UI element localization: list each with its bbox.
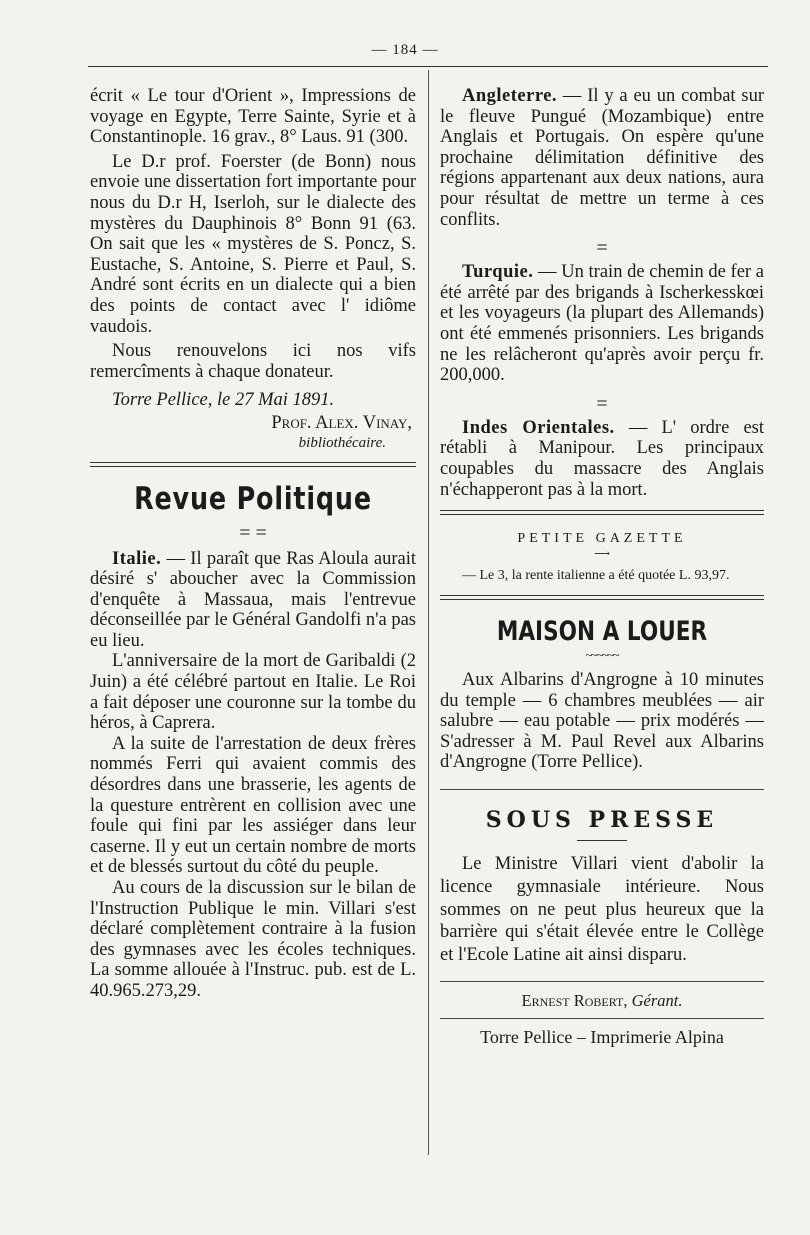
italie-paragraph	[90, 549, 416, 652]
angleterre-text: — Il y a eu un combat sur le fleuve Pungué (Mozambique) entre Anglais et Portugais. On espère qu'une prochaine délimitation définitive des régions appartenant aux deux nations, aura pour résultat de mettre un terme à ces conflits.	[440, 86, 764, 230]
thanks-note: Nous renouvelons ici nos vifs remercîments à chaque donateur.	[90, 341, 416, 382]
place-date: Torre Pellice, le 27 Mai 1891.	[112, 390, 335, 411]
angleterre-paragraph	[440, 86, 764, 230]
section-rule	[90, 462, 416, 467]
gerant-line	[440, 990, 764, 1012]
gerant-title: Gérant.	[631, 991, 683, 1011]
left-column	[90, 86, 416, 1002]
indes-heading: Indes Orientales.	[462, 417, 615, 438]
petite-gazette-title: PETITE GAZETTE	[517, 531, 687, 547]
foerster-notice: Le D.r prof. Foerster (de Bonn) nous envoie une dissertation fort importante pour nous du D.r H, Iserloh, sur le dialecte des mystères du Dauphinois 8° Bonn 91 (63. On sait que les « mystères de S. Poncz, S. Eustache, S. Antoine, S. Pierre et Paul, S. André sont écrits en un dialecte qui a bien des points de contact avec l' idiôme vaudois.	[90, 151, 416, 337]
column-divider	[428, 70, 429, 1155]
ornament: ~~~~~~	[585, 648, 619, 663]
section-rule	[440, 1018, 764, 1019]
signature-title: bibliothécaire.	[298, 434, 386, 451]
turquie-paragraph	[440, 262, 764, 386]
maison-text: Aux Albarins d'Angrogne à 10 minutes du temple — 6 chambres meublées — air salubre — eau potable — prix modérés — S'adresser à M. Paul Revel aux Albarins d'Angrogne (Torre Pellice).	[440, 670, 764, 773]
section-rule	[440, 595, 764, 600]
signature-name: Prof. Alex. Vinay,	[271, 412, 412, 433]
presse-text: Le Ministre Villari vient d'abolir la licence gymnasiale intérieure. Nous sommes on ne peut plus heureux que la barrière qui s'était élevée entre le Collège et l'Ecole Latine ait ainsi disparu.	[440, 854, 764, 966]
book-notice: écrit « Le tour d'Orient », Impressions de voyage en Egypte, Terre Sainte, Syrie et à Constantinople. 16 grav., 8° Laus. 91 (300.	[90, 86, 416, 148]
sous-presse-title: SOUS PRESSE	[485, 807, 719, 834]
turquie-text: — Un train de chemin de fer a été arrêté par des brigands à Ischerkesskœi et les voyageurs (la plupart des Allemands) ont été emmenés prisonniers. Les brigands ne les relâcheront qu'après avoir perçu fr. 200,000.	[440, 262, 764, 386]
ornament: ⟶	[594, 548, 610, 561]
ferri-paragraph: A la suite de l'arrestation de deux frères nommés Ferri qui avaient commis des désordres dans une brasserie, les agents de la questure entrèrent en collision avec une foule qui fini par les assiéger dans leur caserne. Il y eut un certain nombre de morts et de blessés surtout du côté du peuple.	[90, 733, 416, 878]
turquie-heading: Turquie.	[462, 262, 534, 283]
garibaldi-paragraph: L'anniversaire de la mort de Garibaldi (2 Juin) a été célébré partout en Italie. Le Roi a fait déposer une couronne sur la tombe du héros, à Caprera.	[90, 651, 416, 734]
section-rule	[440, 789, 764, 790]
header-rule	[88, 66, 768, 67]
gerant-name: Ernest Robert,	[521, 991, 628, 1011]
villari-paragraph: Au cours de la discussion sur le bilan de l'Instruction Publique le min. Villari s'est déclaré complètement contraire à la fusion des gymnases avec les écoles techniques. La somme allouée à l'Instruc. pub. est de L. 40.965.273,29.	[90, 878, 416, 1001]
indes-paragraph	[440, 418, 764, 500]
separator: =	[596, 392, 608, 415]
section-rule	[440, 981, 764, 982]
right-column	[440, 86, 764, 1049]
maison-a-louer-title: MAISON A LOUER	[496, 616, 708, 648]
imprimerie-line: Torre Pellice – Imprimerie Alpina	[480, 1027, 724, 1048]
indes-text: — L' ordre est rétabli à Manipour. Les principaux coupables du massacre des Anglais n'échapperont pas à la mort.	[440, 417, 765, 500]
revue-politique-title: Revue Politique	[134, 480, 372, 517]
italie-heading: Italie.	[112, 548, 162, 569]
separator: = =	[239, 521, 267, 544]
title-underline	[577, 840, 627, 841]
italie-text: — Il paraît que Ras Aloula aurait désiré s' aboucher avec la Commission d'enquête à Massaua, mais l'entrevue déconseillée par le Général Gandolfi n'a pas eu lieu.	[90, 548, 416, 651]
page-number: — 184 —	[371, 42, 439, 58]
gazette-note: — Le 3, la rente italienne a été quotée L. 93,97.	[462, 568, 730, 584]
separator: =	[596, 237, 608, 260]
angleterre-heading: Angleterre.	[462, 86, 558, 106]
section-rule	[440, 510, 764, 515]
